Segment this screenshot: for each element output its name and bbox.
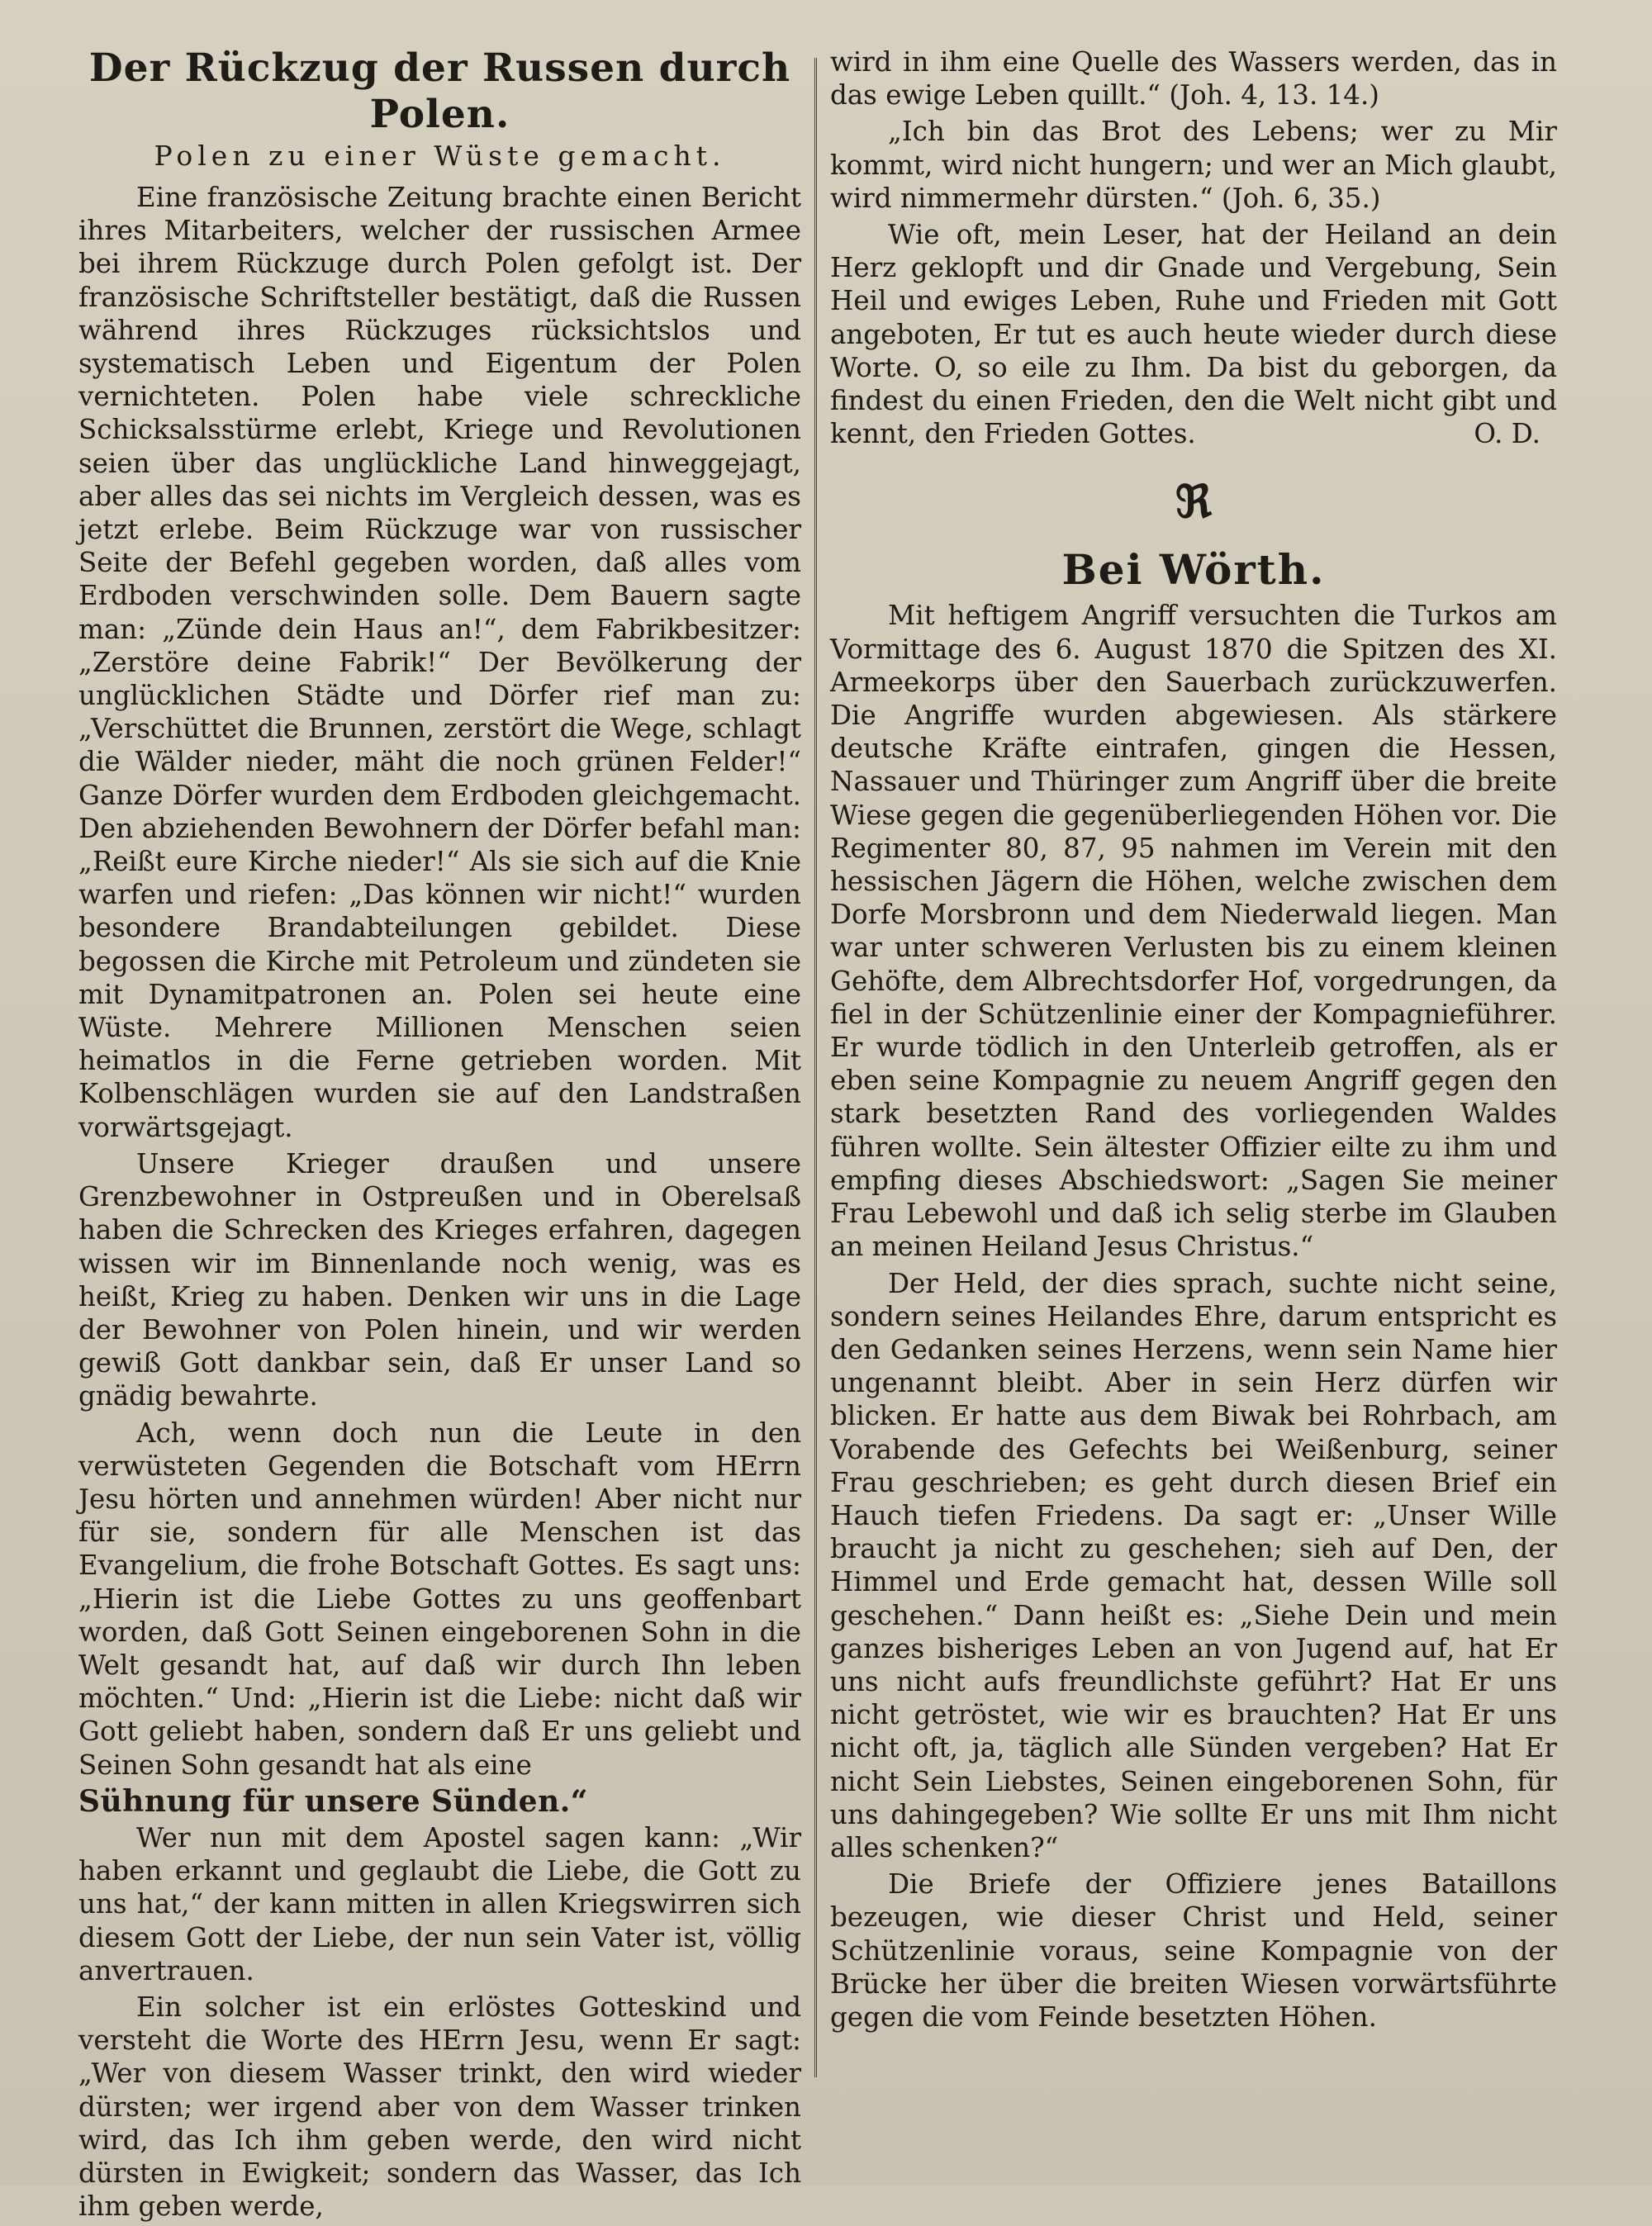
paragraph: „Ich bin das Brot des Lebens; wer zu Mir kommt, wird nicht hungern; und wer an Mich glaubt, wird nimmermehr dürsten.“ (Joh. 6, 35.) [830,116,1557,214]
paragraph: Eine französische Zeitung brachte einen Bericht ihres Mitarbeiters, welcher der russischen Armee bei ihrem Rückzuge durch Polen gefolgt ist. Der französische Schriftsteller bestätigt, daß die Russen während ihres Rückzuges rücksichtslos und systematisch Leben und Eigentum der Polen vernichteten. Polen habe viele schreckliche Schicksalsstürme erlebt, Kriege und Revolutionen seien über das unglückliche Land hinweggejagt, aber alles das sei nichts im Vergleich dessen, was es jetzt erlebe. Beim Rückzuge war von russischer Seite der Befehl gegeben worden, daß alles vom Erdboden verschwinden solle. Dem Bauern sagte man: „Zünde dein Haus an!“, dem Fabrikbesitzer: „Zerstöre deine Fabrik!“ Der Bevölkerung der unglücklichen Städte und Dörfer rief man zu: „Verschüttet die Brunnen, zerstört die Wege, schlagt die Wälder nieder, mäht die noch grünen Felder!“ Ganze Dörfer wurden dem Erdboden gleichgemacht. Den abziehenden Bewohnern der Dörfer befahl man: „Reißt eure Kirche nieder!“ Als sie sich auf die Knie warfen und riefen: „Das können wir nicht!“ wurden besondere Brandabteilungen gebildet. Diese begossen die Kirche mit Petroleum und zündeten sie mit Dynamitpatronen an. Polen sei heute eine Wüste. Mehrere Millionen Menschen seien heimatlos in die Ferne getrieben worden. Mit Kolbenschlägen wurden sie auf den Landstraßen vorwärtsgejagt. [78,182,801,1143]
paragraph-continuation: wird in ihm eine Quelle des Wassers werden, das in das ewige Leben quillt.“ (Joh. 4, 13. 14.) [830,46,1557,112]
paragraph: Ach, wenn doch nun die Leute in den verwüsteten Gegenden die Botschaft vom HErrn Jesu hörten und annehmen würden! Aber nicht nur für sie, sondern für alle Menschen ist das Evangelium, die frohe Botschaft Gottes. Es sagt uns: „Hierin ist die Liebe Gottes zu uns geoffenbart worden, daß Gott Seinen eingeborenen Sohn in die Welt gesandt hat, auf daß wir durch Ihn leben möchten.“ Und: „Hierin ist die Liebe: nicht daß wir Gott geliebt haben, sondern daß Er uns geliebt und Seinen Sohn gesandt hat als eine [78,1417,801,1781]
paragraph: Unsere Krieger draußen und unsere Grenzbewohner in Ostpreußen und in Oberelsaß haben die Schrecken des Krieges erfahren, dagegen wissen wir im Binnenlande noch wenig, was es heißt, Krieg zu haben. Denken wir uns in die Lage der Bewohner von Polen hinein, und wir werden gewiß Gott dankbar sein, daß Er unser Land so gnädig bewahrte. [78,1147,801,1412]
paragraph: Die Briefe der Offiziere jenes Bataillons bezeugen, wie dieser Christ und Held, seiner Schützenlinie voraus, seine Kompagnie von der Brücke her über die breiten Wiesen vorwärtsführte gegen die vom Feinde besetzten Höhen. [830,1868,1557,2033]
left-column [78,45,801,2226]
article-title: Bei Wörth. [1061,545,1326,595]
right-column [830,45,1557,2037]
closing-paragraph [830,218,1557,450]
paragraph: Wer nun mit dem Apostel sagen kann: „Wir haben erkannt und geglaubt die Liebe, die Gott zu uns hat,“ der kann mitten in allen Kriegswirren sich diesem Gott der Liebe, der nun sein Vater ist, völlig anvertrauen. [78,1821,801,1986]
paragraph: Ein solcher ist ein erlöstes Gotteskind und versteht die Worte des HErrn Jesu, wenn Er sagt: „Wer von diesem Wasser trinkt, den wird wieder dürsten; wer irgend aber von dem Wasser trinken wird, das Ich ihm geben werde, den wird nicht dürsten in Ewigkeit; sondern das Wasser, das Ich ihm geben werde, [78,1991,801,2223]
bold-emphasis-line: Sühnung für unsere Sünden.“ [78,1783,588,1819]
article-subtitle: Polen zu einer Wüste gemacht. [154,140,726,172]
column-divider [814,58,817,2077]
article-title: Der Rückzug der Russen durch Polen. [88,45,791,137]
paragraph: Der Held, der dies sprach, suchte nicht seine, sondern seines Heilandes Ehre, darum entspricht es den Gedanken seines Herzens, wenn sein Name hier ungenannt bleibt. Aber in sein Herz dürfen wir blicken. Er hatte aus dem Biwak bei Rohrbach, am Vorabende des Gefechts bei Weißenburg, seiner Frau geschrieben; es geht durch diesen Brief ein Hauch tiefen Friedens. Da sagt er: „Unser Wille braucht ja nicht zu geschehen; sieh auf Den, der Himmel und Erde gemacht hat, dessen Wille soll geschehen.“ Dann heißt es: „Siehe Dein und mein ganzes bisheriges Leben an von Jugend auf, hat Er uns nicht aufs freundlichste geführt? Hat Er uns nicht getröstet, wie wir es brauchten? Hat Er uns nicht oft, ja, täglich alle Sünden vergeben? Hat Er nicht Sein Liebstes, Seinen eingeborenen Sohn, für uns dahingegeben? Wie sollte Er uns mit Ihm nicht alles schenken?“ [830,1267,1557,1863]
signature: O. D. [1474,418,1540,450]
ornament-divider-icon: ℜ [1175,475,1212,529]
closing-text: Wie oft, mein Leser, hat der Heiland an dein Herz geklopft und dir Gnade und Vergebung, Sein Heil und ewiges Leben, Ruhe und Frieden mit Gott angeboten, Er tut es auch heute wieder durch diese Worte. O, so eile zu Ihm. Da bist du geborgen, da findest du einen Frieden, den die Welt nicht gibt und kennt, den Frieden Gottes. [830,219,1557,450]
paragraph: Mit heftigem Angriff versuchten die Turkos am Vormittage des 6. August 1870 die Spitzen des XI. Armeekorps über den Sauerbach zurückzuwerfen. Die Angriffe wurden abgewiesen. Als stärkere deutsche Kräfte eintrafen, gingen die Hessen, Nassauer und Thüringer zum Angriff über die breite Wiese gegen die gegenüberliegenden Höhen vor. Die Regimenter 80, 87, 95 nahmen im Verein mit den hessischen Jägern die Höhen, welche zwischen dem Dorfe Morsbronn und dem Niederwald liegen. Man war unter schweren Verlusten bis zu einem kleinen Gehöfte, dem Albrechtsdorfer Hof, vorgedrungen, da fiel in der Schützenlinie einer der Kompagnieführer. Er wurde tödlich in den Unterleib getroffen, als er eben seine Kompagnie zu neuem Angriff gegen den stark besetzten Rand des vorliegenden Waldes führen wollte. Sein ältester Offizier eilte zu ihm und empfing dieses Abschiedswort: „Sagen Sie meiner Frau Lebewohl und daß ich selig sterbe im Glauben an meinen Heiland Jesus Christus.“ [830,600,1557,1263]
